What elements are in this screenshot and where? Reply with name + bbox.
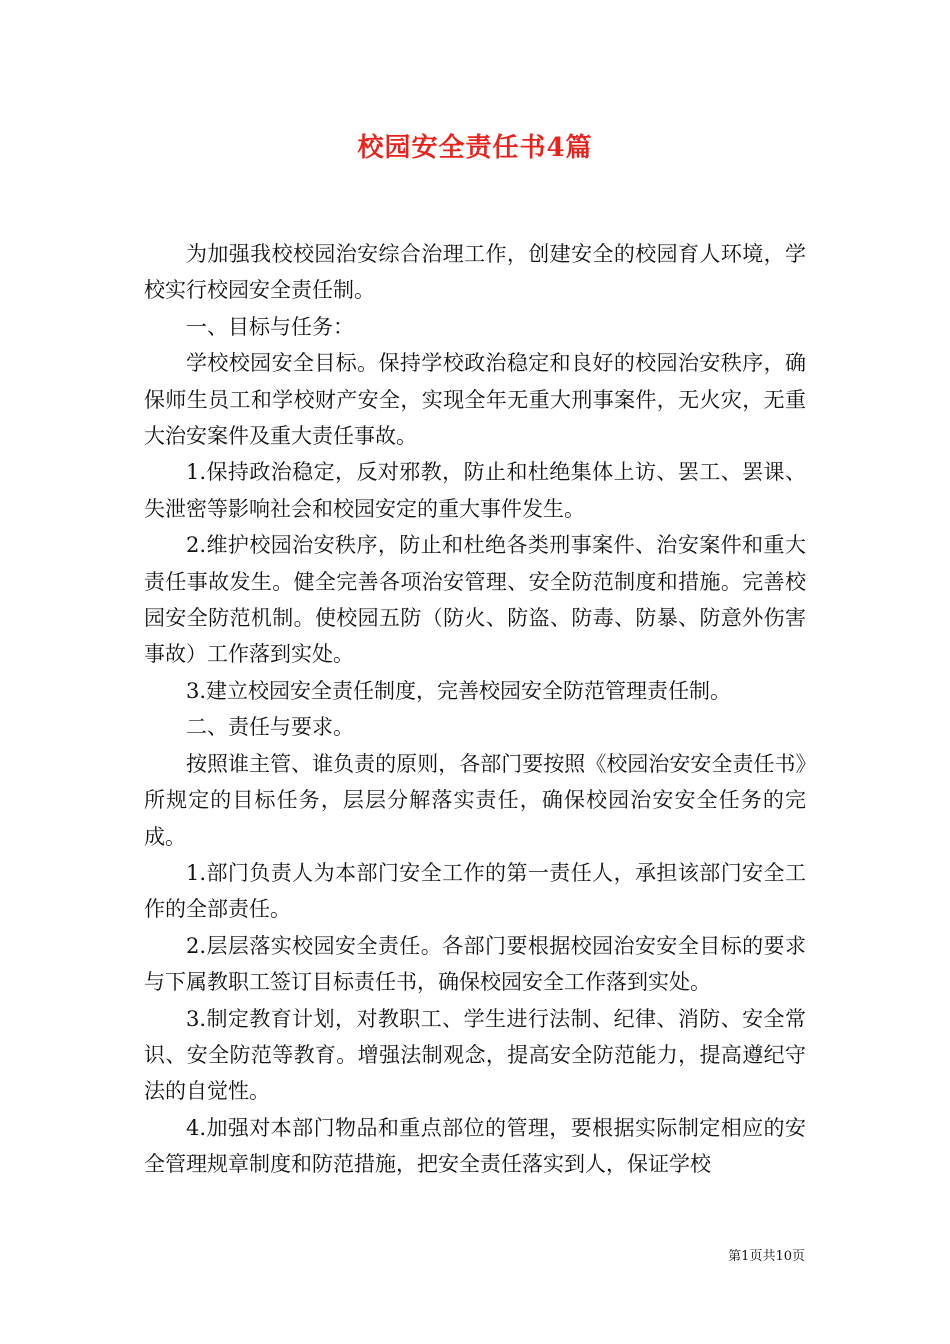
paragraph-responsibility-3: 3.制定教育计划，对教职工、学生进行法制、纪律、消防、安全常识、安全防范等教育。增强法制观念，提高安全防范能力，提高遵纪守法的自觉性。 <box>144 1006 806 1104</box>
paragraph-goal-1: 1.保持政治稳定，反对邪教，防止和杜绝集体上访、罢工、罢课、失泄密等影响社会和校园安定的重大事件发生。 <box>144 460 806 521</box>
paragraph-responsibility-1: 1.部门负责人为本部门安全工作的第一责任人，承担该部门安全工作的全部责任。 <box>144 860 806 922</box>
section-heading-responsibilities: 二、责任与要求。 <box>186 715 354 740</box>
page-number-footer: 第1页共10页 <box>728 1249 805 1264</box>
paragraph-goal-2: 2.维护校园治安秩序，防止和杜绝各类刑事案件、治安案件和重大责任事故发生。健全完善各项治安管理、安全防范制度和措施。完善校园安全防范机制。使校园五防（防火、防盗、防毒、防暴、防意外伤害事故）工作落到实处。 <box>144 533 806 667</box>
paragraph-intro: 为加强我校校园治安综合治理工作，创建安全的校园育人环境，学校实行校园安全责任制。 <box>144 242 806 303</box>
document-title: 校园安全责任书4篇 <box>357 133 593 163</box>
paragraph-safety-goal: 学校校园安全目标。保持学校政治稳定和良好的校园治安秩序，确保师生员工和学校财产安全，实现全年无重大刑事案件，无火灾，无重大治安案件及重大责任事故。 <box>144 351 806 449</box>
section-heading-goals: 一、目标与任务： <box>186 314 354 339</box>
paragraph-responsibility-2: 2.层层落实校园安全责任。各部门要根据校园治安安全目标的要求与下属教职工签订目标责任书，确保校园安全工作落到实处。 <box>144 933 806 995</box>
document-body <box>144 236 806 1183</box>
paragraph-goal-3: 3.建立校园安全责任制度，完善校园安全防范管理责任制。 <box>186 678 732 703</box>
paragraph-principle: 按照谁主管、谁负责的原则，各部门要按照《校园治安安全责任书》所规定的目标任务，层层分解落实责任，确保校园治安安全任务的完成。 <box>144 751 806 849</box>
paragraph-responsibility-4: 4.加强对本部门物品和重点部位的管理，要根据实际制定相应的安全管理规章制度和防范措施，把安全责任落实到人，保证学校 <box>144 1115 806 1177</box>
